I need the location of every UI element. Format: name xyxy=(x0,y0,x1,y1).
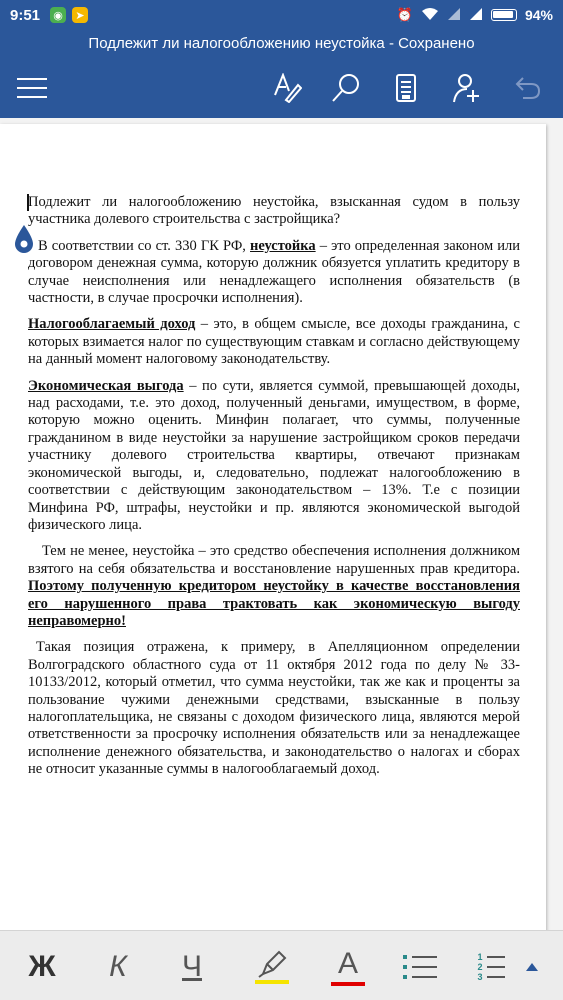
search-icon xyxy=(330,72,362,104)
battery-icon xyxy=(491,9,517,21)
share-button[interactable] xyxy=(447,68,487,108)
bullets-button[interactable] xyxy=(400,945,440,989)
edit-button[interactable] xyxy=(267,68,307,108)
edit-pen-icon xyxy=(272,73,302,103)
paragraph-taxable-income: Налогооблагаемый доход – это, в общем смысле, все доходы гражданина, с которых взимается налог по существующим ставкам и согласно действующему на данный момент налоговому законодательству. xyxy=(28,316,520,368)
battery-level: 94% xyxy=(524,7,553,23)
menu-button[interactable] xyxy=(12,68,52,108)
document-area[interactable] xyxy=(0,118,563,930)
undo-button[interactable] xyxy=(507,68,547,108)
document-title: Подлежит ли налогообложению неустойка - Сохранено xyxy=(0,30,563,58)
paragraph-nevertheless: Тем не менее, неустойка – это средство обеспечения исполнения должником взятого на себя обязательства и восстановление нарушенных прав кредитора. Поэтому полученную кредитором неустойку в качестве восстановления его нарушенного права трактовать как экономическую выгоду неправомерно! xyxy=(28,543,520,629)
numbered-list-num: 3 xyxy=(477,972,483,982)
toolbar xyxy=(0,58,563,118)
numbered-list-num: 1 xyxy=(477,952,483,962)
highlighter-icon xyxy=(257,950,287,978)
status-time: 9:51 xyxy=(10,6,41,24)
app-notification-icon: ◉ xyxy=(50,7,66,23)
bold-button[interactable]: Ж xyxy=(28,950,56,983)
signal-icon-1 xyxy=(447,7,461,24)
font-color-button[interactable]: А xyxy=(326,945,370,989)
italic-button[interactable]: К xyxy=(109,950,127,983)
alarm-icon: ⏰ xyxy=(396,7,413,22)
reading-mode-icon xyxy=(395,73,417,103)
numbered-list-num: 2 xyxy=(477,962,483,972)
signal-icon-2 xyxy=(469,7,483,24)
bullet-list-icon xyxy=(403,952,437,982)
highlight-button[interactable] xyxy=(250,945,294,989)
expand-format-button[interactable] xyxy=(520,945,544,989)
share-person-icon xyxy=(451,72,483,104)
numbering-button[interactable] xyxy=(474,945,508,989)
chevron-up-icon xyxy=(525,962,539,972)
wifi-icon xyxy=(421,7,439,24)
location-notification-icon: ➤ xyxy=(72,7,88,23)
underline-button[interactable]: Ч xyxy=(182,950,202,983)
undo-icon xyxy=(513,76,541,100)
highlight-color-indicator xyxy=(255,980,289,984)
document-content xyxy=(28,194,520,788)
menu-icon xyxy=(17,77,47,99)
format-bar xyxy=(0,930,563,1000)
paragraph-economic-benefit: Экономическая выгода – по сути, является суммой, превышающей доходы, над расходами, т.е. это доход, полученный деньгами, имуществом, в форме, которую можно оценить. Минфин полагает, что суммы, полученные гражданином в виде неустойки за нарушение застройщиком сроков передачи участнику долевого строительства квартиры, отвечают признакам экономической выгоды, и, следовательно, подлежат налогообложению в соответствии с действующим законодательством – 13%. Т.е с позиции Минфина РФ, штрафы, неустойки и пр. являются экономической выгодой физического лица. xyxy=(28,377,520,533)
search-button[interactable] xyxy=(326,68,366,108)
document-page[interactable] xyxy=(0,124,546,930)
paragraph-definition-penalty: В соответствии со ст. 330 ГК РФ, неустойка – это определенная законом или договором денежная сумма, которую должник обязуется уплатить кредитору в случае неисполнения или ненадлежащего исполнения обязательств (в частности, в случае просрочки исполнения). xyxy=(28,237,521,307)
paragraph-court-position: Такая позиция отражена, к примеру, в Апелляционном определении Волгоградского областного суда от 11 октября 2012 года по делу № 33-10133/2012, который отметил, что сумма неустойки, так же как и проценты за пользование чужими денежными средствами, взысканные в пользу налогоплательщика, не связаны с доходом физического лица, являются мерой ответственности за просрочку исполнения обязательств или за ненадлежащее исполнение денежного обязательства, и законодательство о налогах и сборах не относит указанные суммы в налогооблагаемый доход. xyxy=(28,639,520,778)
status-bar xyxy=(0,0,563,30)
numbered-list-icon xyxy=(477,952,504,982)
font-color-indicator xyxy=(331,982,365,986)
paragraph-question: Подлежит ли налогообложению неустойка, взысканная судом в пользу участника долевого строительства с застройщика? xyxy=(28,194,520,228)
reading-mode-button[interactable] xyxy=(386,68,426,108)
